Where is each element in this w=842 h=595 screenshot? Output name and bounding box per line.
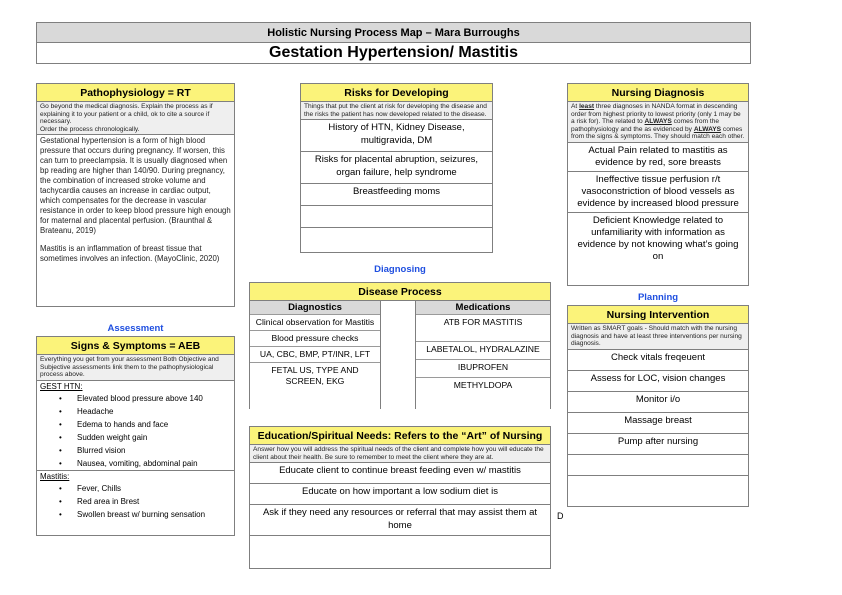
education-box [249, 426, 551, 569]
medication-item: METHYLDOPA [453, 380, 513, 390]
gest-htn-heading: GEST HTN: [40, 381, 83, 391]
medication-item: LABETALOL, HYDRALAZINE [416, 342, 550, 360]
diagnosing-label: Diagnosing [374, 264, 426, 275]
symptom-item: • Fever, Chills [59, 482, 234, 495]
nursing-diagnosis-item: Ineffective tissue perfusion r/t vasoconstriction of blood vessels as evidence by increased blood pressure [568, 172, 748, 213]
instr-text: comes from the signs & symptoms. They should match each other. [571, 125, 745, 141]
instr-text: At [571, 103, 580, 110]
mastitis-heading: Mastitis: [40, 471, 70, 481]
nursing-diagnosis-title: Nursing Diagnosis [568, 84, 748, 102]
symptom-item: • Blurred vision [59, 444, 234, 457]
risk-item: History of HTN, Kidney Disease, multigravida, DM [301, 120, 492, 152]
gest-htn-symptom-list [37, 392, 234, 470]
pathophysiology-instructions [37, 102, 234, 135]
nursing-intervention-title: Nursing Intervention [568, 306, 748, 324]
intervention-item-empty [568, 476, 748, 497]
intervention-item: Check vitals freqeuent [568, 350, 748, 371]
education-item-empty [250, 536, 550, 556]
pathophysiology-paragraph-mastitis: Mastitis is an inflammation of breast tissue that sometimes involves an infection. (MayoClinic, 2020) [40, 244, 220, 264]
instr-emphasis: ALWAYS [693, 125, 722, 133]
medication-item: ATB FOR MASTITIS [416, 315, 550, 342]
intervention-item: Assess for LOC, vision changes [568, 371, 748, 392]
signs-symptoms-box [36, 336, 235, 536]
diagnostic-item: UA, CBC, BMP, PT/INR, LFT [250, 347, 380, 363]
disease-process-title: Disease Process [249, 282, 551, 301]
stray-letter: D [557, 511, 564, 521]
instr-emphasis: least [579, 103, 595, 110]
diagnostics-column [249, 301, 381, 409]
document-subtitle: Holistic Nursing Process Map – Mara Burroughs [37, 23, 750, 43]
education-item: Ask if they need any resources or referral that may assist them at home [250, 505, 550, 536]
education-title: Education/Spiritual Needs: Refers to the “Art” of Nursing [250, 427, 550, 445]
pathophysiology-box [36, 83, 235, 307]
planning-label: Planning [637, 292, 679, 303]
symptom-item: • Red area in Brest [59, 495, 234, 508]
nursing-diagnosis-item: Deficient Knowledge related to unfamiliarity with information as evidence by not knowing what’s going on [577, 214, 739, 262]
instr-emphasis: ALWAYS [644, 118, 672, 126]
intervention-item: Pump after nursing [568, 434, 748, 455]
diagnostic-item: Blood pressure checks [250, 331, 380, 347]
document-title: Gestation Hypertension/ Mastitis [37, 43, 750, 63]
medication-item: IBUPROFEN [416, 360, 550, 378]
pathophysiology-title: Pathophysiology = RT [37, 84, 234, 102]
pathophysiology-instructions-text: Go beyond the medical diagnosis. Explain the process as if explaining it to your patient or a child, ok to cite a source if necessary. [40, 103, 213, 126]
nursing-intervention-box [567, 305, 749, 507]
instr-text: three diagnoses in NANDA format in descending order from highest priority to lowest priority (only 1 may be a risk for). The related to [571, 103, 741, 126]
medications-header: Medications [416, 301, 550, 315]
nursing-intervention-instructions: Written as SMART goals - Should match with the nursing diagnosis and have at least three interventions per nursing diagnosis. [568, 324, 748, 350]
symptom-item: • Elevated blood pressure above 140 [59, 392, 234, 405]
instr-text: comes from the pathophysiology and the as evidenced by [571, 118, 720, 133]
diagnostic-item: FETAL US, TYPE AND SCREEN, EKG [271, 365, 359, 386]
intervention-item: Monitor i/o [568, 392, 748, 413]
symptom-item: • Edema to hands and face [59, 418, 234, 431]
risk-item-empty [301, 228, 492, 250]
education-item: Educate on how important a low sodium diet is [250, 484, 550, 505]
signs-symptoms-title: Signs & Symptoms = AEB [37, 337, 234, 355]
pathophysiology-paragraph-htn: Gestational hypertension is a form of high blood pressure that occurs during pregnancy. If worsen, this can turn to preeclampsia. It is usually diagnosed when bp reading are higher than 140/90. During pregnancy, the combination of increased stroke volume and tachycardia causes an increase in cardiac output, which compensates for the decrease in vascular resistance in order to keep blood pressure high enough for maternal and placental perfusion. (Braunthal & Brateanu, 2019) [40, 136, 231, 236]
nursing-diagnosis-box [567, 83, 749, 286]
risk-item: Risks for placental abruption, seizures, organ failure, help syndrome [301, 152, 492, 184]
mastitis-symptom-list [37, 482, 234, 521]
risks-title: Risks for Developing [301, 84, 492, 102]
intervention-item-empty [568, 455, 748, 476]
education-instructions: Answer how you will address the spiritual needs of the client and complete how you will educate the client about their health. Be sure to remember to meet the client where they are at. [250, 445, 550, 463]
risk-item-empty [301, 206, 492, 228]
signs-symptoms-instructions: Everything you get from your assessment Both Objective and Subjective assessments link them to the pathophysiological process above. [37, 355, 234, 381]
education-item: Educate client to continue breast feeding even w/ mastitis [250, 463, 550, 484]
risks-instructions: Things that put the client at risk for developing the disease and the risks the patient has now developed related to the disease. [301, 102, 492, 120]
diagnostics-header: Diagnostics [250, 301, 380, 315]
symptom-item: • Sudden weight gain [59, 431, 234, 444]
medications-column [415, 301, 551, 409]
nursing-diagnosis-item: Actual Pain related to mastitis as evidence by red, sore breasts [568, 143, 748, 172]
assessment-label: Assessment [107, 323, 164, 334]
risks-box [300, 83, 493, 253]
pathophysiology-instructions-order: Order the process chronologically. [40, 125, 140, 133]
nursing-diagnosis-instructions [568, 102, 748, 143]
symptom-item: • Headache [59, 405, 234, 418]
symptom-item: • Swollen breast w/ burning sensation [59, 508, 234, 521]
disease-process-box [249, 282, 551, 409]
symptom-item: • Nausea, vomiting, abdominal pain [59, 457, 234, 470]
risk-item: Breastfeeding moms [301, 184, 492, 206]
intervention-item: Massage breast [568, 413, 748, 434]
diagnostic-item: Clinical observation for Mastitis [250, 315, 380, 331]
page-header [36, 22, 751, 64]
